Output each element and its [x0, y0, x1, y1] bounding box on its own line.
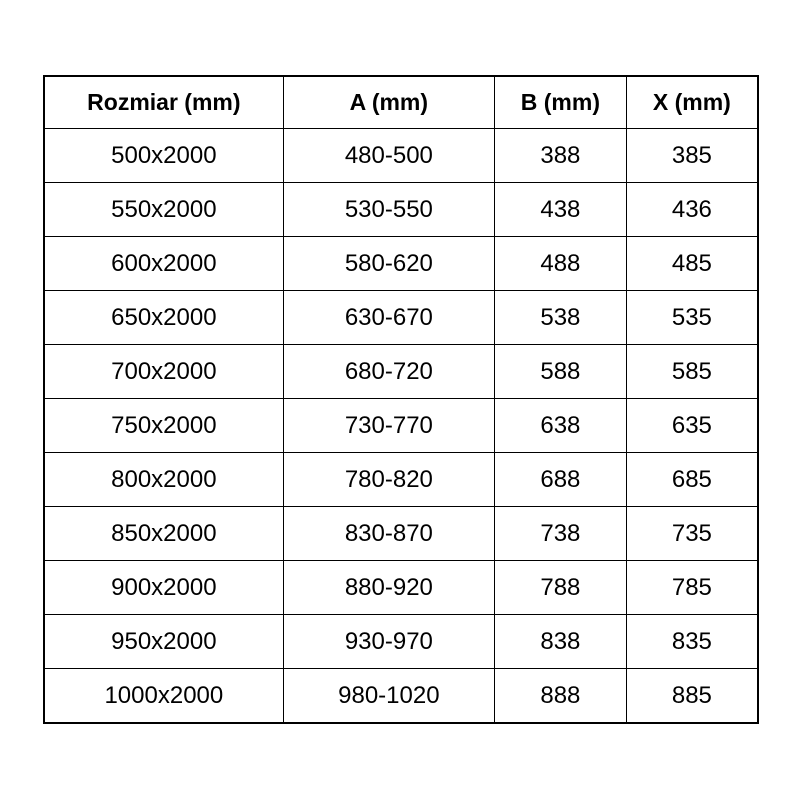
size-table: [43, 75, 759, 724]
table-cell: 638: [495, 399, 627, 453]
table-cell: 885: [626, 669, 758, 724]
table-cell: 585: [626, 345, 758, 399]
table-cell: 635: [626, 399, 758, 453]
table-cell: 888: [495, 669, 627, 724]
table-cell: 388: [495, 129, 627, 183]
column-header: B (mm): [495, 76, 627, 129]
table-cell: 900x2000: [44, 561, 283, 615]
table-cell: 780-820: [283, 453, 494, 507]
column-header: X (mm): [626, 76, 758, 129]
size-table-header: [44, 76, 758, 129]
table-cell: 630-670: [283, 291, 494, 345]
table-cell: 485: [626, 237, 758, 291]
size-table-container: [43, 75, 759, 724]
table-row: [44, 615, 758, 669]
table-row: [44, 561, 758, 615]
table-cell: 650x2000: [44, 291, 283, 345]
table-cell: 735: [626, 507, 758, 561]
table-row: [44, 345, 758, 399]
table-cell: 688: [495, 453, 627, 507]
table-cell: 685: [626, 453, 758, 507]
table-row: [44, 669, 758, 724]
table-cell: 600x2000: [44, 237, 283, 291]
table-cell: 738: [495, 507, 627, 561]
table-row: [44, 291, 758, 345]
table-cell: 830-870: [283, 507, 494, 561]
table-row: [44, 129, 758, 183]
table-cell: 535: [626, 291, 758, 345]
table-cell: 730-770: [283, 399, 494, 453]
table-cell: 788: [495, 561, 627, 615]
header-row: [44, 76, 758, 129]
table-cell: 538: [495, 291, 627, 345]
table-cell: 980-1020: [283, 669, 494, 724]
table-cell: 480-500: [283, 129, 494, 183]
table-row: [44, 507, 758, 561]
size-table-body: [44, 129, 758, 724]
table-cell: 930-970: [283, 615, 494, 669]
table-cell: 835: [626, 615, 758, 669]
table-cell: 580-620: [283, 237, 494, 291]
table-cell: 680-720: [283, 345, 494, 399]
table-row: [44, 237, 758, 291]
table-cell: 700x2000: [44, 345, 283, 399]
table-cell: 588: [495, 345, 627, 399]
column-header: A (mm): [283, 76, 494, 129]
table-cell: 500x2000: [44, 129, 283, 183]
table-cell: 838: [495, 615, 627, 669]
table-cell: 530-550: [283, 183, 494, 237]
table-cell: 550x2000: [44, 183, 283, 237]
table-cell: 880-920: [283, 561, 494, 615]
table-cell: 438: [495, 183, 627, 237]
table-row: [44, 453, 758, 507]
table-cell: 800x2000: [44, 453, 283, 507]
table-cell: 1000x2000: [44, 669, 283, 724]
table-cell: 488: [495, 237, 627, 291]
table-cell: 750x2000: [44, 399, 283, 453]
table-cell: 950x2000: [44, 615, 283, 669]
table-cell: 850x2000: [44, 507, 283, 561]
table-cell: 385: [626, 129, 758, 183]
column-header: Rozmiar (mm): [44, 76, 283, 129]
table-cell: 436: [626, 183, 758, 237]
table-cell: 785: [626, 561, 758, 615]
table-row: [44, 399, 758, 453]
table-row: [44, 183, 758, 237]
